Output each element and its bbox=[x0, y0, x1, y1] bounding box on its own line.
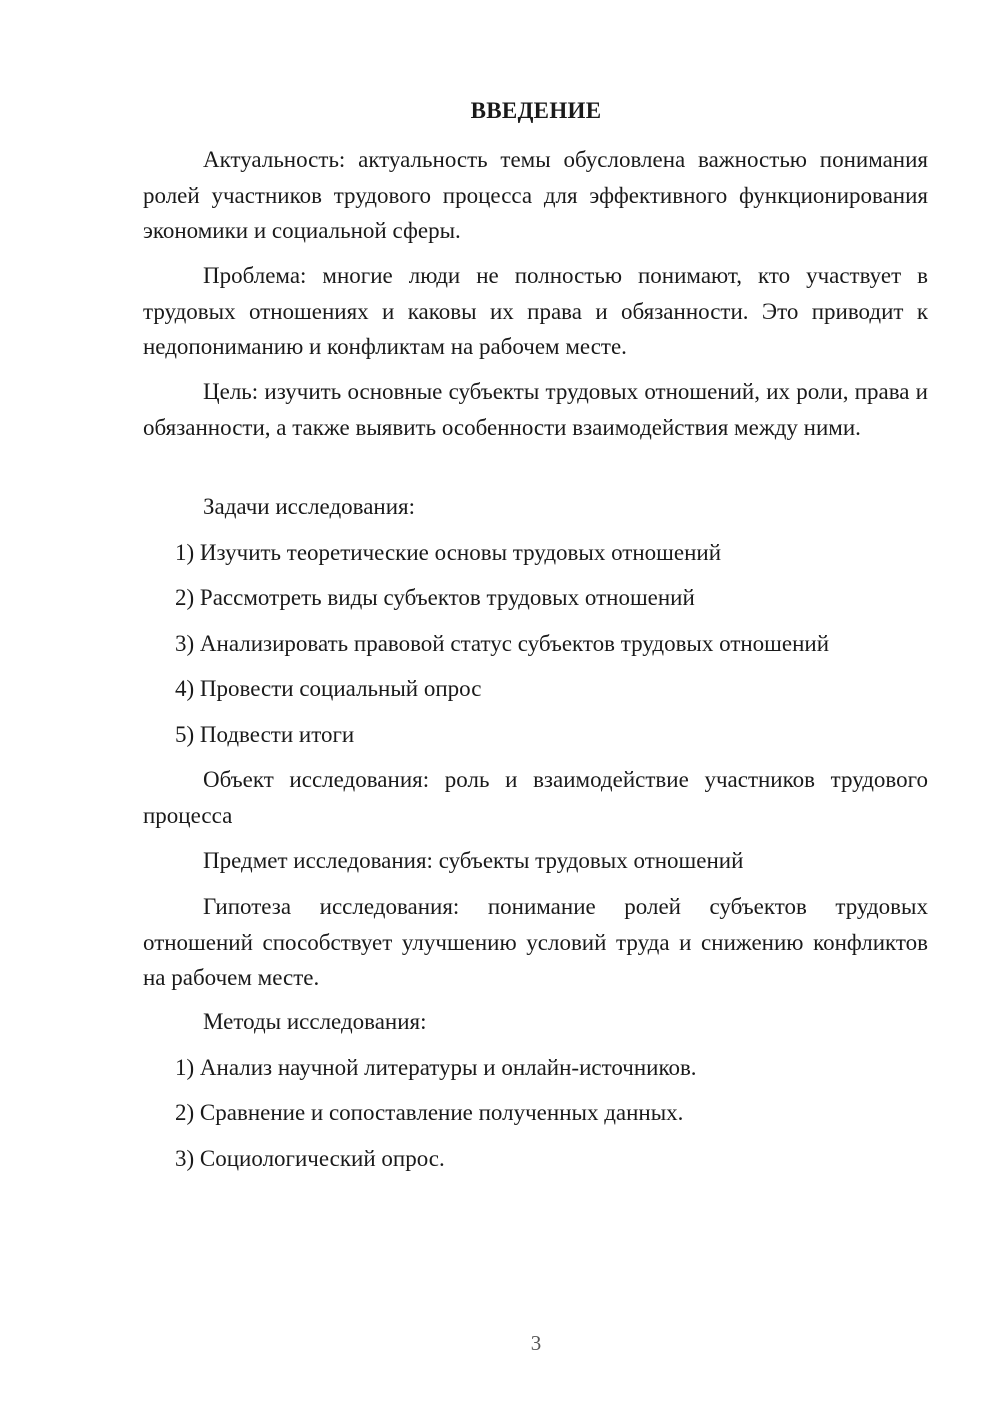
methods-heading bbox=[143, 1004, 928, 1040]
list-item: 4) Провести социальный опрос bbox=[175, 676, 482, 701]
problem-text: Проблема: многие люди не полностью понимают, кто участвует в трудовых отношениях и каковы их права и обязанности. Это приводит к недопониманию и конфликтам на рабочем месте. bbox=[143, 263, 928, 359]
page-number: 3 bbox=[530, 1331, 542, 1355]
relevance-paragraph bbox=[143, 142, 928, 249]
list-item: 3) Социологический опрос. bbox=[175, 1146, 445, 1171]
goal-paragraph bbox=[143, 374, 928, 445]
hypothesis-text: Гипотеза исследования: понимание ролей субъектов трудовых отношений способствует улучшению условий труда и снижению конфликтов на рабочем месте. bbox=[143, 894, 928, 990]
list-item: 2) Рассмотреть виды субъектов трудовых отношений bbox=[175, 585, 695, 610]
tasks-label: Задачи исследования: bbox=[203, 494, 416, 519]
subject-text: Предмет исследования: субъекты трудовых отношений bbox=[203, 848, 744, 873]
problem-paragraph bbox=[143, 258, 928, 365]
page-title: ВВЕДЕНИЕ bbox=[470, 98, 602, 123]
relevance-text: Актуальность: актуальность темы обусловлена важностью понимания ролей участников трудового процесса для эффективного функционирования экономики и социальной сферы. bbox=[143, 147, 928, 243]
goal-text: Цель: изучить основные субъекты трудовых отношений, их роли, права и обязанности, а также выявить особенности взаимодействия между ними. bbox=[143, 379, 928, 440]
hypothesis-paragraph bbox=[143, 889, 928, 996]
object-text: Объект исследования: роль и взаимодействие участников трудового процесса bbox=[143, 767, 928, 828]
list-item: 1) Анализ научной литературы и онлайн-источников. bbox=[175, 1055, 697, 1080]
methods-label: Методы исследования: bbox=[203, 1009, 427, 1034]
list-item: 3) Анализировать правовой статус субъектов трудовых отношений bbox=[175, 631, 830, 656]
list-item: 2) Сравнение и сопоставление полученных данных. bbox=[175, 1100, 684, 1125]
subject-paragraph bbox=[143, 843, 928, 879]
list-item: 5) Подвести итоги bbox=[175, 722, 355, 747]
object-paragraph bbox=[143, 762, 928, 833]
tasks-heading bbox=[143, 489, 928, 525]
list-item: 1) Изучить теоретические основы трудовых отношений bbox=[175, 540, 722, 565]
